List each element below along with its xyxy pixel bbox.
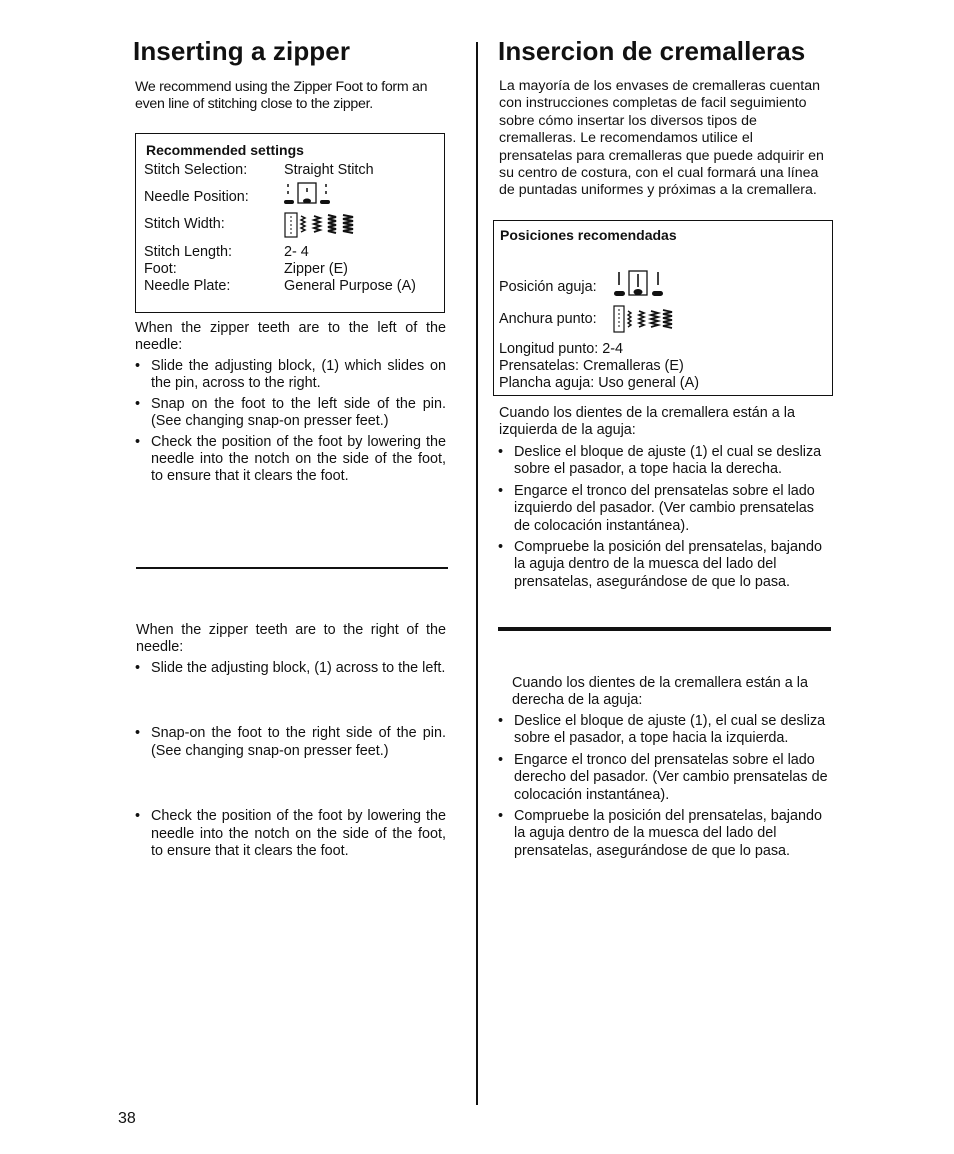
section-divider-english <box>136 567 448 569</box>
needle-plate-line: Plancha aguja: Uso general (A) <box>499 375 699 391</box>
list-item: • Snap-on the foot to the right side of the pin. (See changing snap-on presser feet.) <box>135 725 446 760</box>
intro-english: We recommend using the Zipper Foot to form an even line of stitching close to the zipper. <box>135 79 428 113</box>
list-item: • Check the position of the foot by lowering the needle into the notch on the side of the foot, to ensure that it clears the foot. <box>135 434 446 486</box>
needle-position-icon <box>614 269 670 299</box>
foot-value: Zipper (E) <box>284 261 348 277</box>
recommended-settings-box <box>135 133 445 313</box>
list-item: • Engarce el tronco del prensatelas sobre el lado derecho del pasador. (Ver cambio prensatelas de colocación instantánea). <box>498 752 830 804</box>
settings-heading: Posiciones recomendadas <box>500 227 677 243</box>
page-title-spanish: Insercion de cremalleras <box>498 36 806 66</box>
list-item: • Slide the adjusting block, (1) across to the left. <box>135 660 446 677</box>
right-case-intro-spanish: Cuando los dientes de la cremallera están a la derecha de la aguja: <box>512 675 808 709</box>
stitch-width-label: Stitch Width: <box>144 216 225 232</box>
needle-position-icon <box>284 181 340 207</box>
stitch-width-icon <box>284 212 360 238</box>
intro-spanish: La mayoría de los envases de cremalleras cuentan con instrucciones completas de facil seguimiento sobre cómo insertar los diversos tipos de cremalleras. Le recomendamos utilice el prensatelas para cremalleras que puede adquirir en su centro de costura, con el cual formará una línea de puntadas uniformes y próximas a la cremallera. <box>499 78 824 199</box>
right-case-bullets-english <box>135 660 446 860</box>
left-case-intro-spanish: Cuando los dientes de la cremallera están a la izquierda de la aguja: <box>499 405 795 439</box>
stitch-length-line: Longitud punto: 2-4 <box>499 341 624 357</box>
left-case-intro-english: When the zipper teeth are to the left of the needle: <box>135 320 446 354</box>
posiciones-recomendadas-box <box>493 220 833 396</box>
right-case-bullets-spanish <box>498 713 830 860</box>
list-item: • Deslice el bloque de ajuste (1) el cual se desliza sobre el pasador, a tope hacia la derecha. <box>498 444 830 479</box>
settings-heading: Recommended settings <box>146 142 304 158</box>
list-item: • Deslice el bloque de ajuste (1), el cual se desliza sobre el pasador, a tope hacia la izquierda. <box>498 713 830 748</box>
list-item: • Compruebe la posición del prensatelas, bajando la aguja dentro de la muesca del lado del prensatelas, asegurándose de que lo pasa. <box>498 808 830 860</box>
foot-line: Prensatelas: Cremalleras (E) <box>499 358 684 374</box>
list-item: • Engarce el tronco del prensatelas sobre el lado izquierdo del pasador. (Ver cambio prensatelas de colocación instantánea). <box>498 483 830 535</box>
needle-plate-value: General Purpose (A) <box>284 278 416 294</box>
stitch-length-label: Stitch Length: <box>144 244 233 260</box>
left-case-bullets-spanish <box>498 444 830 591</box>
list-item: • Compruebe la posición del prensatelas, bajando la aguja dentro de la muesca del lado del prensatelas, asegurándose de que lo pasa. <box>498 539 830 591</box>
page-number: 38 <box>118 1110 136 1127</box>
column-divider <box>476 42 478 1105</box>
right-case-intro-english: When the zipper teeth are to the right of the needle: <box>136 622 446 656</box>
stitch-selection-value: Straight Stitch <box>284 162 374 178</box>
stitch-width-label: Anchura punto: <box>499 311 597 327</box>
list-item: • Slide the adjusting block, (1) which slides on the pin, across to the right. <box>135 358 446 393</box>
stitch-length-value: 2- 4 <box>284 244 309 260</box>
section-divider-spanish <box>498 627 831 631</box>
needle-position-label: Needle Position: <box>144 189 249 205</box>
needle-position-label: Posición aguja: <box>499 279 597 295</box>
page-title-english: Inserting a zipper <box>133 36 351 66</box>
foot-label: Foot: <box>144 261 177 277</box>
needle-plate-label: Needle Plate: <box>144 278 231 294</box>
stitch-width-icon <box>613 305 677 333</box>
list-item: • Snap on the foot to the left side of the pin. (See changing snap-on presser feet.) <box>135 396 446 431</box>
left-case-bullets-english <box>135 358 446 486</box>
stitch-selection-label: Stitch Selection: <box>144 162 248 178</box>
list-item: • Check the position of the foot by lowering the needle into the notch on the side of the foot, to ensure that it clears the foot. <box>135 808 446 860</box>
